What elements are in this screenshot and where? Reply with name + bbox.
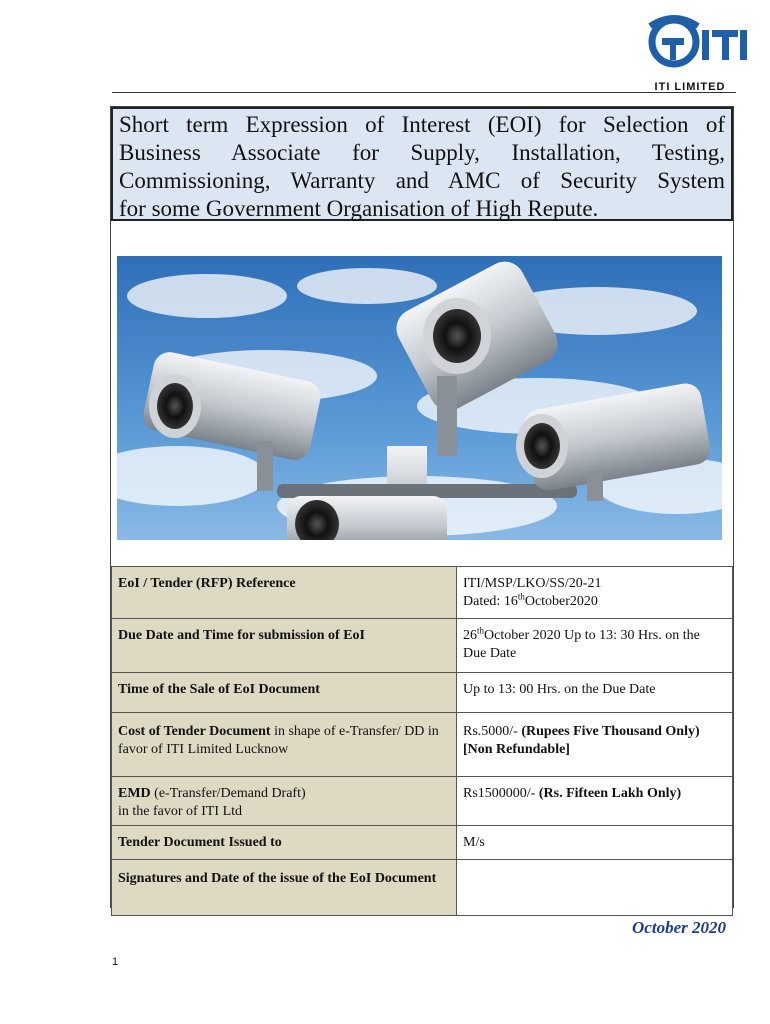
row-value [457,567,733,619]
row-value: M/s [457,826,733,860]
title-line: Short term Expression of Interest (EOI) for Selection of [119,112,725,137]
table-row [112,713,733,777]
row-label: Signatures and Date of the issue of the EoI Document [112,860,457,916]
row-value [457,713,733,777]
table-row [112,777,733,826]
row-value [457,860,733,916]
value-bold: (Rupees Five Thousand Only) [Non Refundable] [463,724,700,757]
table-row [112,673,733,713]
table-row [112,826,733,860]
title-box [111,107,733,221]
title-line: Commissioning, Warranty and AMC of Security System [119,168,725,193]
iti-logo [640,8,750,92]
label-bold: Cost of Tender Document [118,724,271,739]
eoi-details-table [111,566,733,916]
value-bold: (Rs. Fifteen Lakh Only) [538,786,682,801]
title-line: for some Government Organisation of High Repute. [119,196,599,221]
row-label [112,777,457,826]
reference-month: October2020 [524,594,598,609]
footer-date: October 2020 [632,918,726,937]
page-number: 1 [112,956,119,968]
table-row [112,619,733,673]
table-row [112,860,733,916]
label-rest: (e-Transfer/Demand Draft) [150,786,306,801]
value-plain: Rs.5000/- [463,724,522,739]
row-value: Up to 13: 00 Hrs. on the Due Date [457,673,733,713]
row-label: Due Date and Time for submission of EoI [112,619,457,673]
ordinal-suffix: th [477,625,485,636]
reference-number: ITI/MSP/LKO/SS/20-21 [463,576,602,591]
logo-caption: ITI LIMITED [654,81,726,93]
row-value [457,619,733,673]
label-rest: in shape of e-Transfer/ DD in favor of ITI Limited Lucknow [118,724,439,757]
label-line2: in the favor of ITI Ltd [118,804,243,819]
iti-logo-icon [640,8,750,72]
title-line: Business Associate for Supply, Installation, Testing, [119,140,725,165]
value-plain: Rs1500000/- [463,786,539,801]
table-row [112,567,733,619]
ordinal-suffix: th [517,591,525,602]
header-rule [112,92,736,93]
label-bold: EMD [118,786,151,801]
row-label: Time of the Sale of EoI Document [112,673,457,713]
due-date-text: October 2020 Up to 13: 30 Hrs. on the Due Date [463,628,700,661]
row-label [112,713,457,777]
row-label: Tender Document Issued to [112,826,457,860]
reference-date: Dated: 16 [463,594,518,609]
row-value [457,777,733,826]
document-title [119,111,725,223]
row-label: EoI / Tender (RFP) Reference [112,567,457,619]
due-day: 26 [463,628,477,643]
cctv-cameras-photo [117,256,722,540]
